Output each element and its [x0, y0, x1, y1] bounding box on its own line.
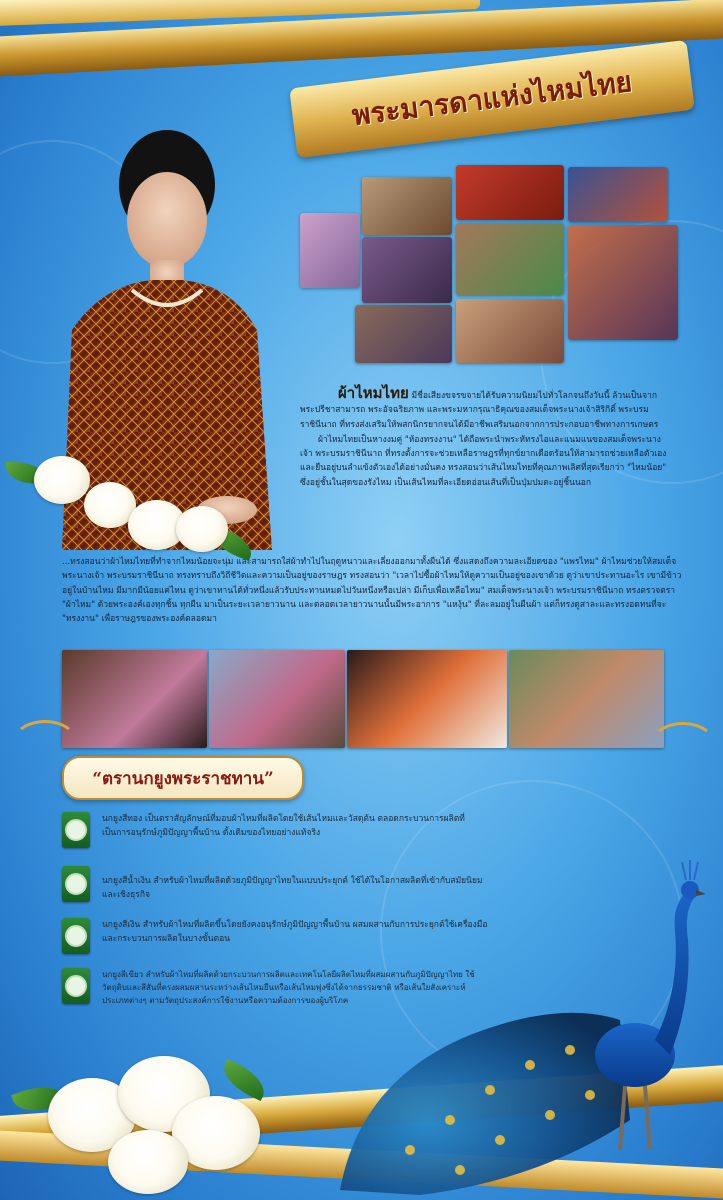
intro-paragraph-1-text: มีชื่อเสียงขจรขจายได้รับความนิยมไปทั่วโลกจนถึงวันนี้ ล้วนเป็นจาก พระปรีชาสามารถ พระอัจฉริยภาพ และพระมหากรุณาธิคุณของสมเด็จพระนางเจ้าสิริกิติ์ พระบรมราชินีนาถ ที่ทรงส่งเสริมให้พสกนิกรยากจนได้มีอาชีพเสริมนอกจากการประกอบอาชีพทางการเกษตร	[300, 391, 659, 430]
weaving-photo	[209, 650, 345, 748]
award-description: นกยูงสีเงิน สำหรับผ้าไหมที่ผลิตขึ้นโดยยังคงอนุรักษ์ภูมิปัญญาพื้นบ้าน ผสมผสานกับการประยุกต์ใช้เครื่องมือ และกระบวนการผลิตในบางขั้นตอน	[102, 920, 488, 944]
award-description: นกยูงสีน้ำเงิน สำหรับผ้าไหมที่ผลิตด้วยภูมิปัญญาไทยในแบบประยุกต์ ใช้ได้ในโอกาสผลิตที่เข้ากับสมัยนิยมและเชิงธุรกิจ	[102, 876, 483, 900]
peacock-emblem-icon	[62, 866, 90, 902]
collage-photo	[568, 167, 668, 222]
collage-photo	[456, 223, 564, 295]
collage-photo	[355, 305, 452, 363]
peacock-emblem-icon	[62, 812, 90, 848]
body-text	[62, 555, 682, 626]
award-item-gold	[62, 812, 492, 848]
collage-photo	[456, 165, 564, 220]
award-description: นกยูงสีเขียว สำหรับผ้าไหมที่ผลิตด้วยกระบวนการผลิตและเทคโนโลยีผลิตไหมที่ผสมผสานกับภูมิปัญญาไทย ใช้วัตถุดิบและสีสันที่ตรงผสมผสานระหว่างเส้นไหมยืนหรือเส้นไหมพุ่งซึ่งได้จากธรรมชาติ หรือเส้นใยสังเคราะห์ประเภทต่างๆ ตามวัตถุประสงค์การใช้งานหรือความต้องการของผู้บริโภค	[102, 970, 475, 1005]
collage-photo	[456, 299, 564, 363]
intro-text	[300, 386, 672, 490]
body-paragraph-3: ...ทรงสอนว่าผ้าไหมไทยที่ทำจากไหมน้อยจะนุ่ม และสามารถใส่ผ้าทำไปในฤดูหนาวและเลี่ยงออกมาทั้งผืนได้ ซึ่งแสดงถึงความละเอียดของ "แพรไหม" ผ้าไหมช่วยให้สมเด็จพระนางเจ้า พระบรมราชินีนาถ ทรงทราบถึงวิถีชีวิตและความเป็นอยู่ของราษฎร ทรงสอนว่า "เวลาไปซื้อผ้าไหมให้ดูความเป็นอยู่ของเขาด้วย ดูว่าเขาประทานอะไร เขามีข้าวอยู่ในบ้านไหม มีมากมีน้อยแค่ไหน ดูว่าเขาทานได้ทั่วหนึ่งแล้วรับประทานหมดไปวันหนึ่งหรือเปล่า มีเก็บเพื่อเหลือไหม" สมเด็จพระนางเจ้า พระบรมราชินีนาถ ทรงตรวจตรา "ผ้าไหม" ด้วยพระองค์เองทุกชิ้น ทุกผืน มาเป็นระยะเวลายาวนาน และตลอดเวลายาวนานนั้นมีพระอาการ "แหงุ้น" ที่ละลมอยู่ในผืนผ้า แต่ก็ทรงดูสาละและทรงอดทนที่จะ "ทรงงาน" เพื่อราษฎรของพระองค์ตลอดมา	[62, 557, 682, 625]
leaf-decoration	[217, 1059, 271, 1101]
collage-photo	[300, 213, 360, 288]
peacock-emblem-icon	[62, 918, 90, 954]
intro-paragraph-2: ผ้าไหมไทยเป็นหางงมคู่ "ห้องทรงงาน" ได้ถือพระนำพระหัทรงไอและแนมแนของสมเด็จพระนางเจ้า พระบรมราชินีนาถ ที่ทรงตั้งการจะช่วยเหลือราษฎรที่ทุกข์ยากเดือดร้อนให้สามารถช่วยเหลือตัวเอง และยืนอยู่บนลำแข้งตัวเองได้อย่างมั่นคง ทรงสอนว่าเส้นไหมไทยที่คุณภาพเลิศที่สุดเรียกว่า "ไหมน้อย" ซึ่งอยู่ชั้นในสุดของรังไหม เป็นเส้นไหมที่ละเอียดอ่อนเส้นที่เป็นปุ่มปมตะอยู่ชิ้นนอก	[300, 434, 667, 488]
weaving-photo	[62, 650, 207, 748]
page-title: พระมารดาแห่งไหมไทย	[350, 64, 634, 133]
weaving-photo	[347, 650, 507, 748]
award-heading: “ตรานกยูงพระราชทาน”	[92, 768, 274, 789]
intro-lead: ผ้าไหมไทย	[338, 384, 409, 402]
award-heading-banner	[62, 756, 304, 800]
jasmine-flower-icon	[34, 456, 90, 504]
peacock-emblem-icon	[62, 968, 90, 1004]
award-description: นกยูงสีทอง เป็นตราสัญลักษณ์ที่มอบผ้าไหมที่ผลิตโดยใช้เส้นไหมและวัสดุต้น ตลอดกระบวนการผลิตที่เป็นการอนุรักษ์ภูมิปัญญาพื้นบ้าน ดั้งเดิมของไทยอย่างแท้จริง	[102, 814, 465, 838]
gold-ornament	[650, 722, 716, 768]
collage-photo	[362, 237, 452, 303]
collage-photo	[362, 177, 452, 235]
peacock-icon	[300, 850, 723, 1200]
jasmine-flower-icon	[108, 1130, 188, 1194]
jasmine-flower-icon	[176, 506, 228, 552]
collage-photo	[568, 225, 678, 340]
photo-collage	[300, 165, 690, 370]
intro-paragraph-1	[300, 386, 672, 432]
weaving-photo	[509, 650, 664, 748]
